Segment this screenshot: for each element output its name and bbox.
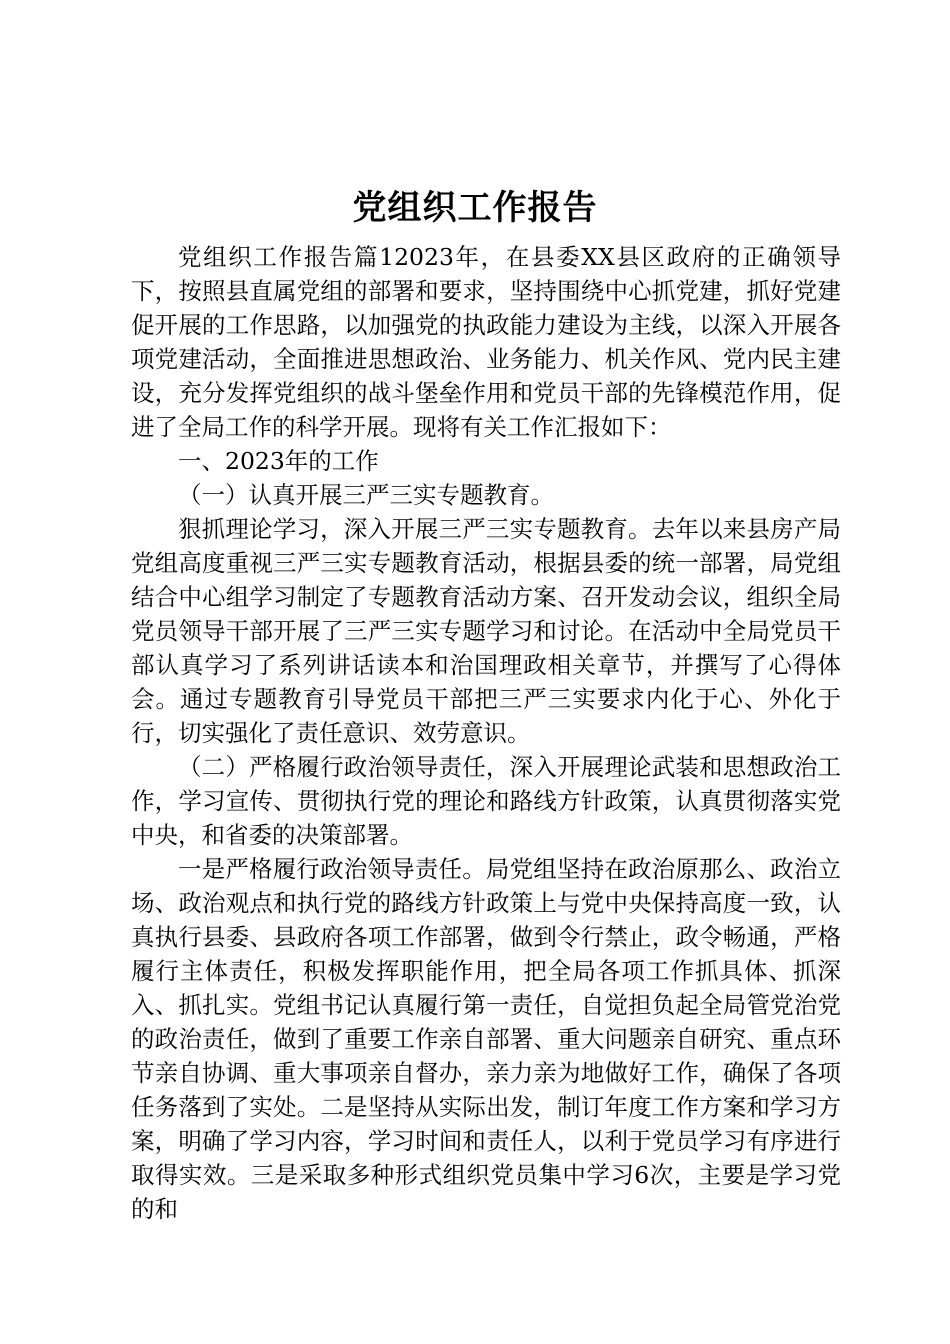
paragraph-intro: 党组织工作报告篇12023年，在县委XX县区政府的正确领导下，按照县直属党组的部署和要求，坚持围绕中心抓党建，抓好党建促开展的工作思路，以加强党的执政能力建设为主线，以深入开展各项党建活动，全面推进思想政治、业务能力、机关作风、党内民主建设，充分发挥党组织的战斗堡垒作用和党员干部的先锋模范作用，促进了全局工作的科学开展。现将有关工作汇报如下： (131, 243, 841, 441)
document-body (131, 240, 841, 1226)
subsection-heading-1: （一）认真开展三严三实专题教育。 (178, 481, 554, 509)
section-heading-work-2023: 一、2023年的工作 (178, 447, 379, 475)
subsection-heading-2: （二）严格履行政治领导责任，深入开展理论武装和思想政治工作，学习宣传、贯彻执行党的理论和路线方针政策，认真贯彻落实党中央，和省委的决策部署。 (131, 753, 841, 849)
document-title: 党组织工作报告 (352, 188, 598, 228)
paragraph-theory-study: 狠抓理论学习，深入开展三严三实专题教育。去年以来县房产局党组高度重视三严三实专题教育活动，根据县委的统一部署，局党组结合中心组学习制定了专题教育活动方案、召开发动会议，组织全局党员领导干部开展了三严三实专题学习和讨论。在活动中全局党员干部认真学习了系列讲话读本和治国理政相关章节，并撰写了心得体会。通过专题教育引导党员干部把三严三实要求内化于心、外化于行，切实强化了责任意识、效劳意识。 (131, 515, 841, 747)
paragraph-political-leadership: 一是严格履行政治领导责任。局党组坚持在政治原那么、政治立场、政治观点和执行党的路线方针政策上与党中央保持高度一致，认真执行县委、县政府各项工作部署，做到令行禁止，政令畅通，严格履行主体责任，积极发挥职能作用，把全局各项工作抓具体、抓深入、抓扎实。党组书记认真履行第一责任，自觉担负起全局管党治党的政治责任，做到了重要工作亲自部署、重大问题亲自研究、重点环节亲自协调、重大事项亲自督办，亲力亲为地做好工作，确保了各项任务落到了实处。二是坚持从实际出发，制订年度工作方案和学习方案，明确了学习内容，学习时间和责任人，以利于党员学习有序进行取得实效。三是采取多种形式组织党员集中学习6次，主要是学习党的和 (131, 855, 841, 1223)
